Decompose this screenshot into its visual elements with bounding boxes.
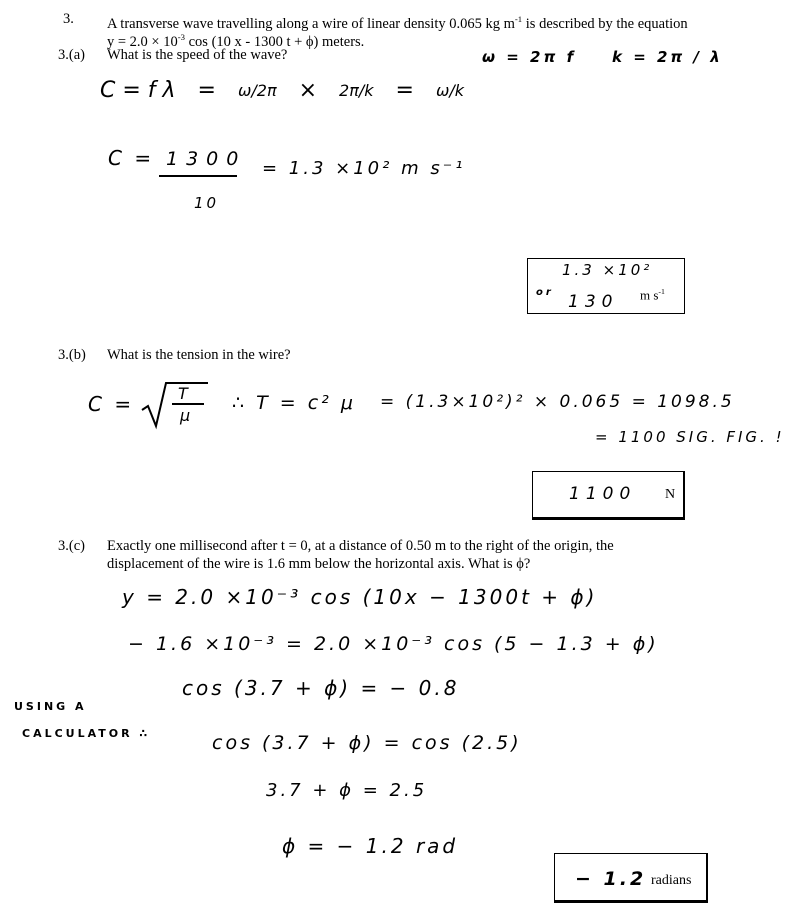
times-sign: ×	[298, 78, 318, 103]
fraction-bar	[159, 175, 237, 177]
part-c-prompt-line2: displacement of the wire is 1.6 mm below the horizontal axis. What is ϕ?	[107, 556, 531, 572]
speed-denominator: 10	[194, 194, 220, 212]
equation-text: y = 2.0 × 10	[107, 33, 178, 50]
tension-formula: ∴ T = c² μ	[232, 392, 356, 414]
part-c-prompt-line1: Exactly one millisecond after t = 0, at a distance of 0.50 m to the right of the origin, the	[107, 538, 614, 554]
side-note-using-a: USING A	[14, 700, 87, 713]
answer-c-unit: radians	[651, 873, 692, 888]
speed-numerator: 1300	[166, 148, 247, 170]
equals-sign: =	[395, 78, 414, 103]
answer-c-value: − 1.2	[575, 868, 647, 890]
speed-formula: C = f λ	[100, 78, 176, 103]
tension-rounded: = 1100 SIG. FIG. !	[595, 428, 785, 446]
side-note-k: k = 2π / λ	[612, 48, 723, 66]
part-b-prompt: What is the tension in the wire?	[107, 347, 291, 363]
work-line-3: cos (3.7 + ϕ) = − 0.8	[182, 676, 460, 700]
omega-over-2pi: ω/2π	[237, 81, 277, 100]
sqrt-expression	[140, 380, 210, 430]
answer-a-or: or	[536, 287, 554, 298]
tension-calculation: = (1.3×10²)² × 0.065 = 1098.5	[380, 392, 735, 412]
speed-result: = 1.3 ×10² m s⁻¹	[262, 158, 466, 179]
answer-box-a	[527, 258, 685, 314]
part-c-label: 3.(c)	[58, 538, 85, 554]
sqrt-denominator: μ	[180, 406, 194, 425]
answer-b-unit: N	[665, 487, 676, 502]
answer-a-value1: 1.3 ×10²	[562, 261, 653, 279]
question-number: 3.	[63, 11, 74, 27]
answer-a-unit	[640, 283, 665, 303]
omega-over-k: ω/k	[435, 81, 464, 100]
intro-text: A transverse wave travelling along a wire of linear density 0.065 kg m	[107, 15, 515, 32]
sqrt-sign-icon	[140, 380, 210, 430]
part-a-prompt: What is the speed of the wave?	[107, 47, 288, 63]
intro-superscript: -1	[514, 14, 523, 24]
answer-b-value: 1100	[569, 484, 637, 504]
work-line-6: ϕ = − 1.2 rad	[282, 834, 459, 858]
part-a-work-line1	[100, 78, 464, 103]
work-line-2: − 1.6 ×10⁻³ = 2.0 ×10⁻³ cos (5 − 1.3 + ϕ)	[128, 633, 659, 655]
equation-tail: cos (10 x - 1300 t + ϕ) meters.	[184, 33, 365, 50]
side-note-calculator: CALCULATOR ∴	[22, 727, 151, 740]
part-a-label: 3.(a)	[58, 47, 85, 63]
equals-sign: =	[197, 78, 216, 103]
answer-box-b	[532, 471, 685, 520]
unit-text: m s	[640, 287, 659, 303]
side-note-omega: ω = 2π f	[482, 48, 577, 66]
answer-a-value2: 130	[568, 292, 619, 312]
2pi-over-k: 2π/k	[339, 81, 374, 100]
intro-tail: is described by the equation	[522, 15, 688, 32]
part-b-label: 3.(b)	[58, 347, 86, 363]
work-line-1: y = 2.0 ×10⁻³ cos (10x − 1300t + ϕ)	[122, 585, 598, 609]
unit-exponent: -1	[658, 287, 665, 296]
answer-box-c	[554, 853, 708, 903]
sqrt-numerator: T	[178, 384, 191, 403]
work-line-4: cos (3.7 + ϕ) = cos (2.5)	[212, 732, 522, 754]
work-line-5: 3.7 + ϕ = 2.5	[266, 780, 428, 801]
equation-exponent: -3	[177, 32, 185, 42]
tension-lhs: C =	[88, 392, 135, 416]
speed-lhs: C =	[108, 146, 155, 170]
